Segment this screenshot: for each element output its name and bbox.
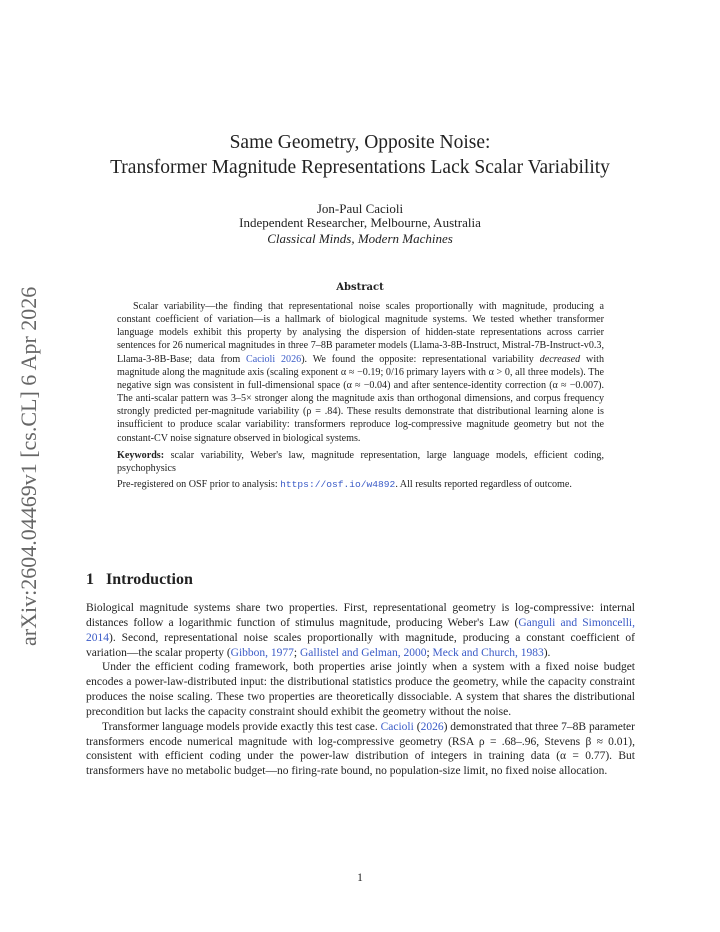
citation-link[interactable]: Gallistel and Gelman, 2000 [299,646,427,659]
intro-paragraph-3 [86,720,635,779]
body-text: ). Second, representational noise scales proportionally with magnitude, producing a constant coefficient of variation—the scalar property ( [86,631,635,659]
body-text: ( [413,720,421,733]
citation-link[interactable]: 2026 [420,720,444,733]
arxiv-identifier: arXiv:2604.04469v1 [cs.CL] 6 Apr 2026 [16,286,41,646]
abstract-emphasis: decreased [539,353,581,365]
citation-link[interactable]: Cacioli [380,720,414,733]
arxiv-sidebar [16,266,56,646]
keywords-label: Keywords: [117,449,165,461]
body-text: ; [293,646,300,659]
author-name: Jon-Paul Cacioli [316,201,404,216]
body-text: ; [426,646,433,659]
keywords-list: scalar variability, Weber's law, magnitude representation, large language models, efficient coding, psychophysics [117,449,604,474]
abstract-heading: Abstract [336,282,384,293]
body-text: ) demonstrated that three 7–8B parameter transformers encode numerical magnitude with log-compressive geometry (RSA ρ = .68–.96, Stevens β ≈ 0.01), consistent with efficient coding under the power-law distribution of integers in training data (α = 0.77). But transformers have no metabolic budget—no firing-rate bound, no population-size limit, no fixed noise allocation. [86,720,635,778]
section-title: Introduction [106,571,193,588]
body-text: ). [543,646,551,659]
intro-paragraph-2: Under the efficient coding framework, both properties arise jointly when a system with a fixed noise budget encodes a power-law-distributed input: the distributional statistics produce the geometry, while the capacity constraint produces the noise scaling. These two properties are theoretically dissociable. A system that shares the distributional precondition but lacks the capacity constraint should exhibit the geometry without the noise. [86,661,635,718]
osf-link[interactable]: https://osf.io/w4892 [280,479,396,491]
citation-link[interactable]: Ganguli and Simoncelli, 2014 [86,616,635,644]
paper-title-line2: Transformer Magnitude Representations Lack Scalar Variability [110,157,610,178]
section-heading [86,571,193,589]
abstract-text: with magnitude along the magnitude axis (scaling exponent α ≈ −0.19; 0/16 primary layers with α > 0, all three models). The negative sign was consistent in full-dimensional space (α ≈ −0.04) and after sentence-identity correction (α ≈ −0.007). The anti-scalar pattern was 3–5× stronger along the magnitude axis than orthogonal dimensions, and corpus frequency strongly predicted per-magnitude variability (ρ = .84). These results demonstrate that distributional learning alone is insufficient to produce scalar variability: transformers reproduce log-compressive magnitude geometry but not the constant-CV noise signature observed in biological systems. [117,353,604,444]
abstract-paragraph [117,300,604,445]
intro-paragraph-1 [86,601,635,660]
page-number: 1 [357,872,363,884]
prereg-text: Pre-registered on OSF prior to analysis: [117,479,281,491]
prereg-text: . All results reported regardless of outcome. [395,479,572,491]
author-affiliation-secondary: Classical Minds, Modern Machines [267,231,453,246]
paper-title-line1: Same Geometry, Opposite Noise: [229,132,491,153]
section-number: 1 [86,571,94,588]
citation-link[interactable]: Cacioli 2026 [246,353,302,365]
citation-link[interactable]: Meck and Church, 1983 [432,646,544,659]
preregistration-note [117,478,604,491]
introduction-body [86,601,635,779]
body-text: Biological magnitude systems share two properties. First, representational geometry is log-compressive: internal distances follow a logarithmic function of stimulus magnitude, producing Weber's Law ( [86,602,635,629]
body-text: Transformer language models provide exactly this test case. [102,720,381,733]
citation-link[interactable]: Gibbon, 1977 [230,646,294,659]
keywords [117,449,604,475]
abstract-text: Scalar variability—the finding that representational noise scales proportionally with magnitude, producing a constant coefficient of variation—is a hallmark of biological magnitude systems. We tested whether transformer language models exhibit this property by analysing the dispersion of hidden-state representations across carrier sentences for 26 numerical magnitudes in three 7–8B parameter models (Llama-3-8B-Instruct, Mistral-7B-Instruct-v0.3, Llama-3-8B-Base; data from [117,301,604,365]
abstract-text: ). We found the opposite: representational variability [301,353,540,365]
author-affiliation: Independent Researcher, Melbourne, Australia [239,215,481,230]
abstract-body [117,300,604,491]
